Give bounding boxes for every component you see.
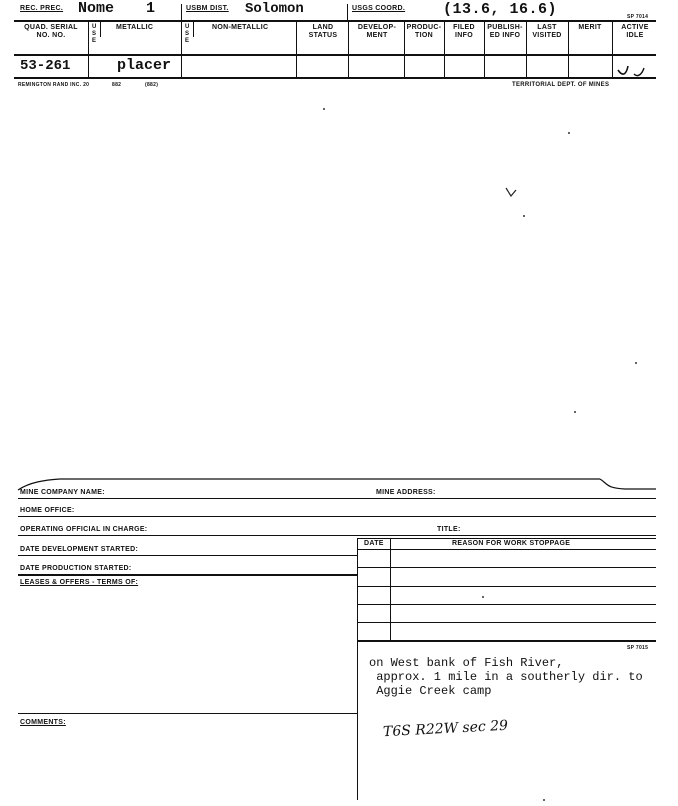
metallic-value: placer — [117, 57, 172, 74]
home-office-label: HOME OFFICE: — [20, 507, 75, 514]
top-form-code: SP 7014 — [627, 14, 649, 20]
serial-number: 53-261 — [20, 58, 71, 74]
scan-speck — [635, 362, 637, 364]
scan-speck — [543, 799, 545, 801]
footer-department: TERRITORIAL DEPT. OF MINES — [512, 82, 610, 88]
location-note-line-3: Aggie Creek camp — [369, 684, 492, 698]
township-range-note: T6S R22W sec 29 — [382, 717, 509, 741]
footer-printer: REMINGTON RAND INC. 20 — [18, 82, 90, 88]
scan-speck — [482, 596, 484, 598]
reason-column-label: REASON FOR WORK STOPPAGE — [452, 540, 571, 547]
date-column-label: DATE — [364, 540, 384, 547]
scan-speck — [323, 108, 325, 110]
scan-mark — [504, 186, 518, 200]
col-production: PRODUC- TION — [406, 24, 442, 39]
col-active-idle: ACTIVE IDLE — [621, 24, 649, 39]
usbm-dist-label: USBM DIST. — [186, 5, 229, 12]
usbm-dist-value: Solomon — [245, 1, 304, 17]
col-last-visited: LAST VISITED — [532, 24, 562, 39]
mine-company-name-label: MINE COMPANY NAME: — [20, 489, 105, 496]
usgs-coord-value: (13.6, 16.6) — [443, 1, 558, 18]
col-development: DEVELOP- MENT — [357, 24, 397, 39]
title-label: TITLE: — [437, 526, 461, 533]
mine-address-label: MINE ADDRESS: — [376, 489, 436, 496]
col-quad-serial: QUAD. SERIAL — [24, 24, 78, 31]
usgs-coord-label: USGS COORD. — [352, 5, 406, 12]
scan-speck — [523, 215, 525, 217]
footer-code-2: (882) — [145, 82, 159, 88]
col-filed-info: FILED INFO — [453, 24, 475, 39]
bottom-form-code: SP 7015 — [627, 645, 649, 651]
col-non-metallic: NON-METALLIC — [212, 24, 269, 31]
location-note-line-1: on West bank of Fish River, — [369, 656, 564, 670]
location-note-line-2: approx. 1 mile in a southerly dir. to — [369, 670, 643, 684]
rec-prec-number: 1 — [146, 0, 156, 17]
scan-speck — [574, 411, 576, 413]
date-development-started-label: DATE DEVELOPMENT STARTED: — [20, 546, 139, 553]
col-land-status: LAND STATUS — [308, 24, 338, 39]
scan-speck — [568, 132, 570, 134]
col-merit: MERIT — [578, 24, 602, 31]
footer-code-1: 882 — [112, 82, 122, 88]
active-check-mark — [612, 62, 652, 82]
col-use-code-1: U S E — [92, 24, 97, 44]
col-no-no: NO. NO. — [36, 32, 66, 39]
col-use-code-2: U S E — [185, 24, 190, 44]
leases-offers-label: LEASES & OFFERS - TERMS OF: — [20, 579, 139, 586]
operating-official-label: OPERATING OFFICIAL IN CHARGE: — [20, 526, 148, 533]
rec-prec-value: Nome — [78, 0, 115, 17]
col-metallic: METALLIC — [116, 24, 154, 31]
date-production-started-label: DATE PRODUCTION STARTED: — [20, 565, 132, 572]
comments-label: COMMENTS: — [20, 719, 66, 726]
col-published-info: PUBLISH- ED INFO — [487, 24, 523, 39]
rec-prec-label: REC. PREC. — [20, 5, 64, 12]
